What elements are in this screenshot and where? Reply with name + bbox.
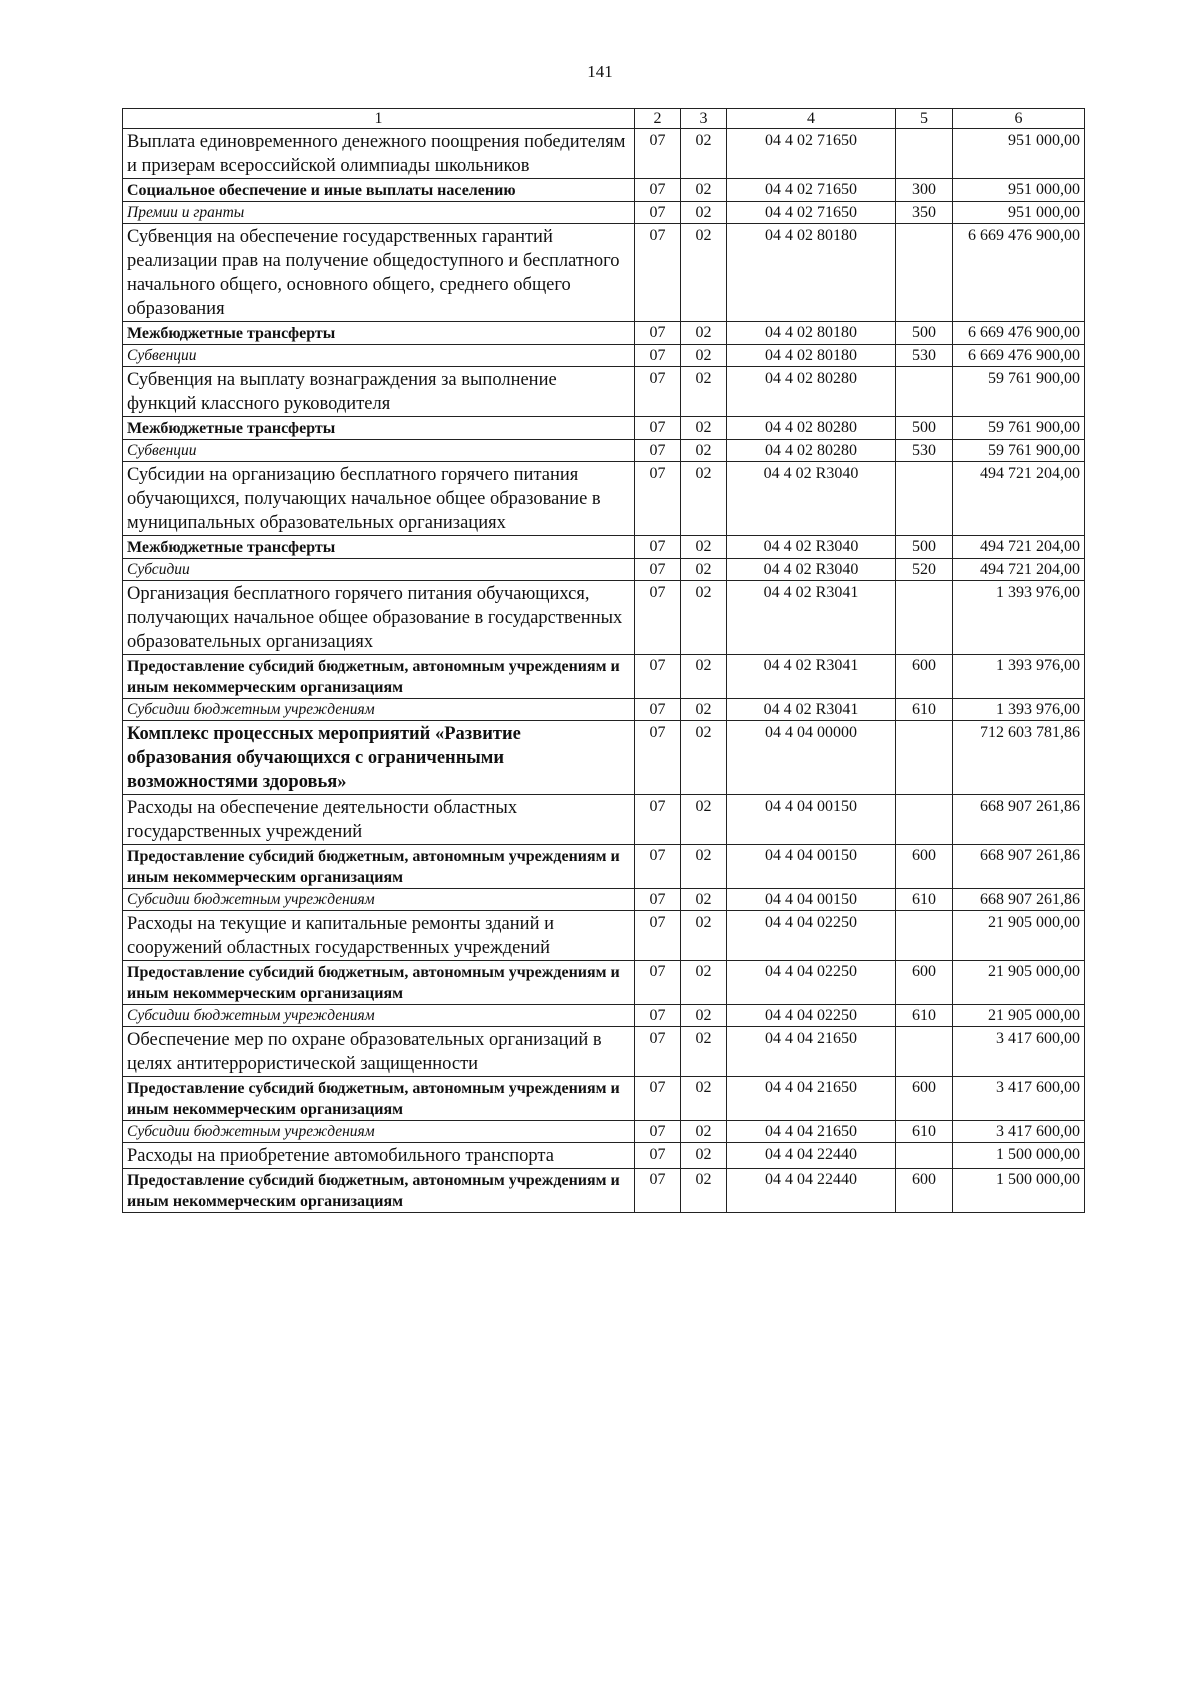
row-code-cell: 04 4 04 21650 bbox=[727, 1121, 896, 1143]
row-type-cell: 520 bbox=[896, 559, 953, 581]
row-code-cell: 04 4 02 80280 bbox=[727, 417, 896, 440]
row-section-cell: 07 bbox=[635, 1027, 681, 1077]
row-code-cell: 04 4 02 71650 bbox=[727, 129, 896, 179]
row-type-cell: 610 bbox=[896, 889, 953, 911]
row-amount-cell: 668 907 261,86 bbox=[953, 795, 1085, 845]
header-cell-subsection: 3 bbox=[681, 109, 727, 129]
header-row bbox=[123, 109, 1085, 129]
row-amount-cell: 1 393 976,00 bbox=[953, 699, 1085, 721]
header-cell-section: 2 bbox=[635, 109, 681, 129]
row-section-cell: 07 bbox=[635, 322, 681, 345]
row-section-cell: 07 bbox=[635, 1005, 681, 1027]
row-subsection-cell: 02 bbox=[681, 367, 727, 417]
table-row bbox=[123, 322, 1085, 345]
table-row bbox=[123, 961, 1085, 1005]
table-row bbox=[123, 345, 1085, 367]
row-code-cell: 04 4 04 22440 bbox=[727, 1143, 896, 1169]
table-row bbox=[123, 889, 1085, 911]
row-subsection-cell: 02 bbox=[681, 129, 727, 179]
row-section-cell: 07 bbox=[635, 1077, 681, 1121]
row-name-cell: Субсидии на организацию бесплатного горячего питания обучающихся, получающих начальное общее образование в муниципальных образовательных организациях bbox=[123, 462, 635, 536]
table-row bbox=[123, 1143, 1085, 1169]
row-name-cell: Субсидии бюджетным учреждениям bbox=[123, 889, 635, 911]
row-amount-cell: 59 761 900,00 bbox=[953, 440, 1085, 462]
row-section-cell: 07 bbox=[635, 345, 681, 367]
row-type-cell: 600 bbox=[896, 845, 953, 889]
row-code-cell: 04 4 02 80180 bbox=[727, 224, 896, 322]
row-amount-cell: 59 761 900,00 bbox=[953, 417, 1085, 440]
row-section-cell: 07 bbox=[635, 224, 681, 322]
row-section-cell: 07 bbox=[635, 202, 681, 224]
row-name-cell: Субвенции bbox=[123, 345, 635, 367]
page-number: 141 bbox=[587, 62, 613, 81]
table-row bbox=[123, 129, 1085, 179]
row-amount-cell: 1 500 000,00 bbox=[953, 1143, 1085, 1169]
row-amount-cell: 668 907 261,86 bbox=[953, 889, 1085, 911]
row-code-cell: 04 4 02 80280 bbox=[727, 440, 896, 462]
row-subsection-cell: 02 bbox=[681, 440, 727, 462]
row-section-cell: 07 bbox=[635, 440, 681, 462]
row-name-cell: Межбюджетные трансферты bbox=[123, 322, 635, 345]
row-section-cell: 07 bbox=[635, 721, 681, 795]
row-section-cell: 07 bbox=[635, 1143, 681, 1169]
row-name-cell: Предоставление субсидий бюджетным, автономным учреждениям и иным некоммерческим организациям bbox=[123, 1169, 635, 1213]
row-type-cell bbox=[896, 462, 953, 536]
table-row bbox=[123, 202, 1085, 224]
table-row bbox=[123, 224, 1085, 322]
row-subsection-cell: 02 bbox=[681, 559, 727, 581]
table-row bbox=[123, 367, 1085, 417]
row-name-cell: Расходы на текущие и капитальные ремонты зданий и сооружений областных государственных учреждений bbox=[123, 911, 635, 961]
row-name-cell: Организация бесплатного горячего питания обучающихся, получающих начальное общее образование в государственных образовательных организациях bbox=[123, 581, 635, 655]
row-subsection-cell: 02 bbox=[681, 1143, 727, 1169]
table-row bbox=[123, 581, 1085, 655]
budget-table bbox=[122, 108, 1085, 1213]
table-row bbox=[123, 845, 1085, 889]
row-type-cell: 530 bbox=[896, 345, 953, 367]
row-code-cell: 04 4 02 80280 bbox=[727, 367, 896, 417]
row-amount-cell: 1 393 976,00 bbox=[953, 655, 1085, 699]
row-code-cell: 04 4 04 00000 bbox=[727, 721, 896, 795]
row-amount-cell: 494 721 204,00 bbox=[953, 462, 1085, 536]
row-type-cell bbox=[896, 224, 953, 322]
row-name-cell: Субвенция на выплату вознаграждения за выполнение функций классного руководителя bbox=[123, 367, 635, 417]
row-section-cell: 07 bbox=[635, 1121, 681, 1143]
row-section-cell: 07 bbox=[635, 961, 681, 1005]
table-row bbox=[123, 1121, 1085, 1143]
row-section-cell: 07 bbox=[635, 367, 681, 417]
row-name-cell: Субсидии bbox=[123, 559, 635, 581]
row-subsection-cell: 02 bbox=[681, 845, 727, 889]
row-name-cell: Межбюджетные трансферты bbox=[123, 536, 635, 559]
row-amount-cell: 494 721 204,00 bbox=[953, 536, 1085, 559]
row-amount-cell: 3 417 600,00 bbox=[953, 1027, 1085, 1077]
row-section-cell: 07 bbox=[635, 889, 681, 911]
row-type-cell: 600 bbox=[896, 1169, 953, 1213]
row-name-cell: Премии и гранты bbox=[123, 202, 635, 224]
row-amount-cell: 951 000,00 bbox=[953, 179, 1085, 202]
row-section-cell: 07 bbox=[635, 581, 681, 655]
row-code-cell: 04 4 04 02250 bbox=[727, 1005, 896, 1027]
row-subsection-cell: 02 bbox=[681, 721, 727, 795]
row-name-cell: Субсидии бюджетным учреждениям bbox=[123, 1121, 635, 1143]
row-code-cell: 04 4 04 00150 bbox=[727, 795, 896, 845]
row-amount-cell: 712 603 781,86 bbox=[953, 721, 1085, 795]
row-type-cell: 600 bbox=[896, 961, 953, 1005]
row-subsection-cell: 02 bbox=[681, 581, 727, 655]
table-row bbox=[123, 417, 1085, 440]
row-amount-cell: 6 669 476 900,00 bbox=[953, 345, 1085, 367]
row-section-cell: 07 bbox=[635, 536, 681, 559]
row-section-cell: 07 bbox=[635, 559, 681, 581]
row-type-cell: 500 bbox=[896, 417, 953, 440]
row-name-cell: Предоставление субсидий бюджетным, автономным учреждениям и иным некоммерческим организациям bbox=[123, 845, 635, 889]
row-section-cell: 07 bbox=[635, 1169, 681, 1213]
table-row bbox=[123, 440, 1085, 462]
row-code-cell: 04 4 02 71650 bbox=[727, 202, 896, 224]
row-code-cell: 04 4 02 80180 bbox=[727, 322, 896, 345]
table-row bbox=[123, 1169, 1085, 1213]
row-name-cell: Субвенции bbox=[123, 440, 635, 462]
row-name-cell: Предоставление субсидий бюджетным, автономным учреждениям и иным некоммерческим организациям bbox=[123, 655, 635, 699]
row-amount-cell: 494 721 204,00 bbox=[953, 559, 1085, 581]
row-name-cell: Расходы на обеспечение деятельности областных государственных учреждений bbox=[123, 795, 635, 845]
row-type-cell: 610 bbox=[896, 1121, 953, 1143]
row-amount-cell: 1 393 976,00 bbox=[953, 581, 1085, 655]
row-amount-cell: 6 669 476 900,00 bbox=[953, 322, 1085, 345]
row-name-cell: Межбюджетные трансферты bbox=[123, 417, 635, 440]
table-row bbox=[123, 1027, 1085, 1077]
row-code-cell: 04 4 04 02250 bbox=[727, 911, 896, 961]
row-section-cell: 07 bbox=[635, 417, 681, 440]
row-type-cell: 530 bbox=[896, 440, 953, 462]
table-body bbox=[123, 129, 1085, 1213]
row-subsection-cell: 02 bbox=[681, 795, 727, 845]
row-code-cell: 04 4 04 21650 bbox=[727, 1077, 896, 1121]
row-name-cell: Предоставление субсидий бюджетным, автономным учреждениям и иным некоммерческим организациям bbox=[123, 961, 635, 1005]
header-cell-code: 4 bbox=[727, 109, 896, 129]
table-row bbox=[123, 1005, 1085, 1027]
row-type-cell: 500 bbox=[896, 322, 953, 345]
row-amount-cell: 3 417 600,00 bbox=[953, 1121, 1085, 1143]
row-name-cell: Предоставление субсидий бюджетным, автономным учреждениям и иным некоммерческим организациям bbox=[123, 1077, 635, 1121]
row-section-cell: 07 bbox=[635, 462, 681, 536]
row-subsection-cell: 02 bbox=[681, 462, 727, 536]
row-subsection-cell: 02 bbox=[681, 536, 727, 559]
row-section-cell: 07 bbox=[635, 911, 681, 961]
row-code-cell: 04 4 04 22440 bbox=[727, 1169, 896, 1213]
table-row bbox=[123, 699, 1085, 721]
row-section-cell: 07 bbox=[635, 699, 681, 721]
row-code-cell: 04 4 02 71650 bbox=[727, 179, 896, 202]
row-subsection-cell: 02 bbox=[681, 1077, 727, 1121]
row-section-cell: 07 bbox=[635, 795, 681, 845]
row-subsection-cell: 02 bbox=[681, 655, 727, 699]
header-cell-amount: 6 bbox=[953, 109, 1085, 129]
row-subsection-cell: 02 bbox=[681, 417, 727, 440]
row-subsection-cell: 02 bbox=[681, 224, 727, 322]
row-subsection-cell: 02 bbox=[681, 202, 727, 224]
row-type-cell: 610 bbox=[896, 699, 953, 721]
row-amount-cell: 3 417 600,00 bbox=[953, 1077, 1085, 1121]
table-row bbox=[123, 795, 1085, 845]
row-type-cell bbox=[896, 721, 953, 795]
table-row bbox=[123, 559, 1085, 581]
row-amount-cell: 6 669 476 900,00 bbox=[953, 224, 1085, 322]
row-type-cell: 300 bbox=[896, 179, 953, 202]
table-row bbox=[123, 536, 1085, 559]
row-amount-cell: 951 000,00 bbox=[953, 129, 1085, 179]
row-code-cell: 04 4 02 80180 bbox=[727, 345, 896, 367]
row-code-cell: 04 4 02 R3040 bbox=[727, 462, 896, 536]
row-section-cell: 07 bbox=[635, 179, 681, 202]
row-code-cell: 04 4 02 R3040 bbox=[727, 536, 896, 559]
row-amount-cell: 951 000,00 bbox=[953, 202, 1085, 224]
row-subsection-cell: 02 bbox=[681, 179, 727, 202]
row-type-cell: 350 bbox=[896, 202, 953, 224]
row-subsection-cell: 02 bbox=[681, 1169, 727, 1213]
table-row bbox=[123, 911, 1085, 961]
row-type-cell: 610 bbox=[896, 1005, 953, 1027]
row-type-cell bbox=[896, 1143, 953, 1169]
row-amount-cell: 59 761 900,00 bbox=[953, 367, 1085, 417]
row-type-cell bbox=[896, 129, 953, 179]
row-subsection-cell: 02 bbox=[681, 322, 727, 345]
row-type-cell: 600 bbox=[896, 1077, 953, 1121]
row-subsection-cell: 02 bbox=[681, 1005, 727, 1027]
header-cell-type: 5 bbox=[896, 109, 953, 129]
row-section-cell: 07 bbox=[635, 129, 681, 179]
row-amount-cell: 21 905 000,00 bbox=[953, 961, 1085, 1005]
table-row bbox=[123, 721, 1085, 795]
row-subsection-cell: 02 bbox=[681, 961, 727, 1005]
row-type-cell bbox=[896, 911, 953, 961]
row-code-cell: 04 4 02 R3041 bbox=[727, 581, 896, 655]
row-section-cell: 07 bbox=[635, 655, 681, 699]
row-code-cell: 04 4 04 00150 bbox=[727, 845, 896, 889]
row-amount-cell: 21 905 000,00 bbox=[953, 911, 1085, 961]
row-type-cell: 600 bbox=[896, 655, 953, 699]
table-row bbox=[123, 655, 1085, 699]
row-name-cell: Выплата единовременного денежного поощрения победителям и призерам всероссийской олимпиады школьников bbox=[123, 129, 635, 179]
row-amount-cell: 21 905 000,00 bbox=[953, 1005, 1085, 1027]
row-code-cell: 04 4 04 00150 bbox=[727, 889, 896, 911]
row-type-cell: 500 bbox=[896, 536, 953, 559]
row-name-cell: Субсидии бюджетным учреждениям bbox=[123, 699, 635, 721]
table-row bbox=[123, 179, 1085, 202]
row-type-cell bbox=[896, 367, 953, 417]
row-code-cell: 04 4 02 R3040 bbox=[727, 559, 896, 581]
row-type-cell bbox=[896, 581, 953, 655]
row-name-cell: Социальное обеспечение и иные выплаты населению bbox=[123, 179, 635, 202]
row-name-cell: Комплекс процессных мероприятий «Развитие образования обучающихся с ограниченными возможностями здоровья» bbox=[123, 721, 635, 795]
header-cell-name: 1 bbox=[123, 109, 635, 129]
row-name-cell: Субвенция на обеспечение государственных гарантий реализации прав на получение общедоступного и бесплатного начального общего, основного общего, среднего общего образования bbox=[123, 224, 635, 322]
table-row bbox=[123, 1077, 1085, 1121]
row-subsection-cell: 02 bbox=[681, 1027, 727, 1077]
table-row bbox=[123, 462, 1085, 536]
row-type-cell bbox=[896, 795, 953, 845]
row-subsection-cell: 02 bbox=[681, 1121, 727, 1143]
row-name-cell: Обеспечение мер по охране образовательных организаций в целях антитеррористической защищенности bbox=[123, 1027, 635, 1077]
row-amount-cell: 668 907 261,86 bbox=[953, 845, 1085, 889]
row-subsection-cell: 02 bbox=[681, 345, 727, 367]
row-subsection-cell: 02 bbox=[681, 699, 727, 721]
row-name-cell: Расходы на приобретение автомобильного транспорта bbox=[123, 1143, 635, 1169]
row-subsection-cell: 02 bbox=[681, 889, 727, 911]
row-amount-cell: 1 500 000,00 bbox=[953, 1169, 1085, 1213]
row-code-cell: 04 4 04 02250 bbox=[727, 961, 896, 1005]
row-name-cell: Субсидии бюджетным учреждениям bbox=[123, 1005, 635, 1027]
row-subsection-cell: 02 bbox=[681, 911, 727, 961]
row-code-cell: 04 4 02 R3041 bbox=[727, 699, 896, 721]
row-type-cell bbox=[896, 1027, 953, 1077]
row-section-cell: 07 bbox=[635, 845, 681, 889]
row-code-cell: 04 4 04 21650 bbox=[727, 1027, 896, 1077]
row-code-cell: 04 4 02 R3041 bbox=[727, 655, 896, 699]
